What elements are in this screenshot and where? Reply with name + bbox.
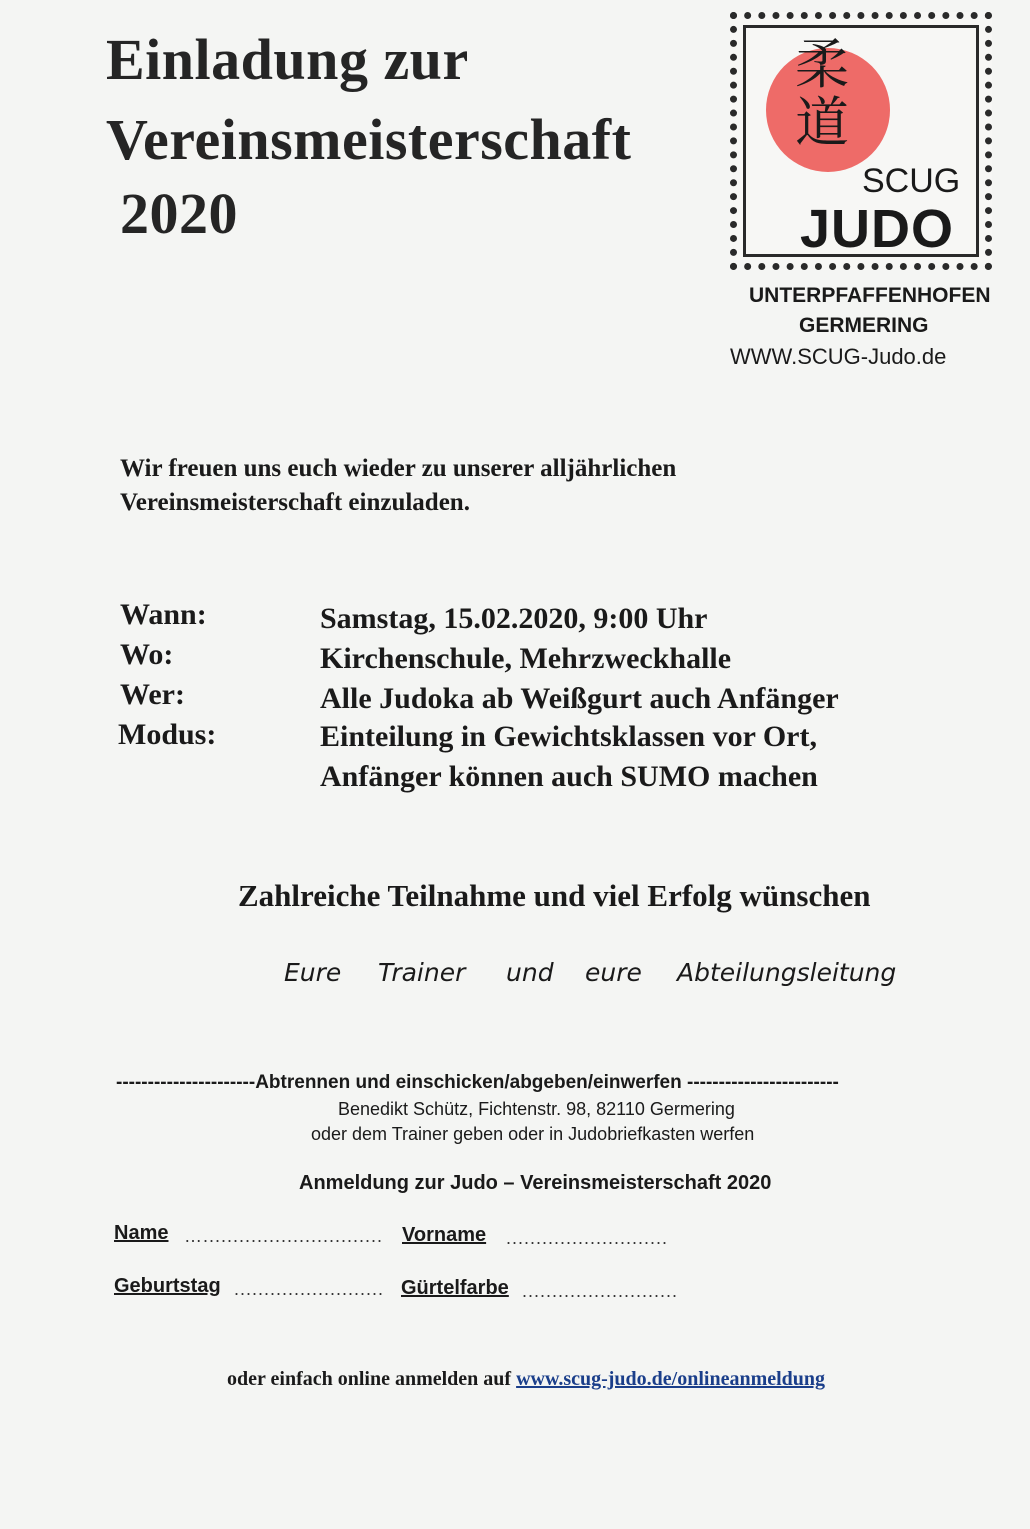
signature-word-5: Abteilungsleitung <box>677 958 897 987</box>
vorname-field[interactable]: ........................... <box>506 1228 669 1248</box>
logo-club-name: SCUG <box>862 162 961 200</box>
club-logo <box>730 12 992 270</box>
title-line-2: Vereinsmeisterschaft <box>106 107 632 172</box>
title-line-3: 2020 <box>120 181 238 246</box>
geburtstag-label: Geburtstag <box>114 1275 221 1297</box>
title-line-1: Einladung zur <box>106 27 469 92</box>
vorname-label: Vorname <box>402 1224 487 1246</box>
detail-label-mode: Modus: <box>118 718 217 751</box>
detail-label-when: Wann: <box>120 598 207 631</box>
geburtstag-field[interactable]: ......................... <box>234 1279 385 1299</box>
intro-line-2: Vereinsmeisterschaft einzuladen. <box>120 489 470 516</box>
logo-sport-name: JUDO <box>800 199 955 259</box>
detail-value-mode-2: Anfänger können auch SUMO machen <box>320 760 818 793</box>
detail-value-where: Kirchenschule, Mehrzweckhalle <box>320 642 732 675</box>
signature-word-2: Trainer <box>378 958 466 987</box>
detail-label-who: Wer: <box>120 678 185 711</box>
intro-line-1: Wir freuen uns euch wieder zu unserer alljährlichen <box>120 455 677 482</box>
guertelfarbe-label: Gürtelfarbe <box>401 1277 509 1299</box>
online-registration-line <box>227 1368 825 1391</box>
signature-word-1: Eure <box>284 958 342 987</box>
form-heading: Anmeldung zur Judo – Vereinsmeisterschaft 2020 <box>299 1172 772 1194</box>
cut-line: ----------------------Abtrennen und einschicken/abgeben/einwerfen ------------------------ <box>116 1072 839 1093</box>
logo-location-1: UNTERPFAFFENHOFEN <box>749 284 991 307</box>
judo-kanji: 柔道 <box>795 33 849 154</box>
signature-word-4: eure <box>585 958 642 987</box>
online-registration-link[interactable]: www.scug-judo.de/onlineanmeldung <box>516 1368 826 1390</box>
name-label: Name <box>114 1222 169 1244</box>
signature-word-3: und <box>506 958 554 987</box>
detail-value-mode: Einteilung in Gewichtsklassen vor Ort, <box>320 720 817 753</box>
guertelfarbe-field[interactable]: .......................... <box>522 1281 679 1301</box>
name-field[interactable]: ….............................. <box>184 1226 384 1246</box>
logo-website: WWW.SCUG-Judo.de <box>730 344 947 369</box>
detail-label-where: Wo: <box>120 638 174 671</box>
form-alt-submit: oder dem Trainer geben oder in Judobriefkasten werfen <box>311 1124 755 1144</box>
form-address: Benedikt Schütz, Fichtenstr. 98, 82110 Germering <box>338 1099 735 1119</box>
detail-value-when: Samstag, 15.02.2020, 9:00 Uhr <box>320 602 708 635</box>
detail-value-who: Alle Judoka ab Weißgurt auch Anfänger <box>320 682 839 715</box>
logo-location-2: GERMERING <box>799 314 929 337</box>
wish-text: Zahlreiche Teilnahme und viel Erfolg wünschen <box>238 878 871 913</box>
online-registration-text: oder einfach online anmelden auf <box>227 1368 512 1390</box>
